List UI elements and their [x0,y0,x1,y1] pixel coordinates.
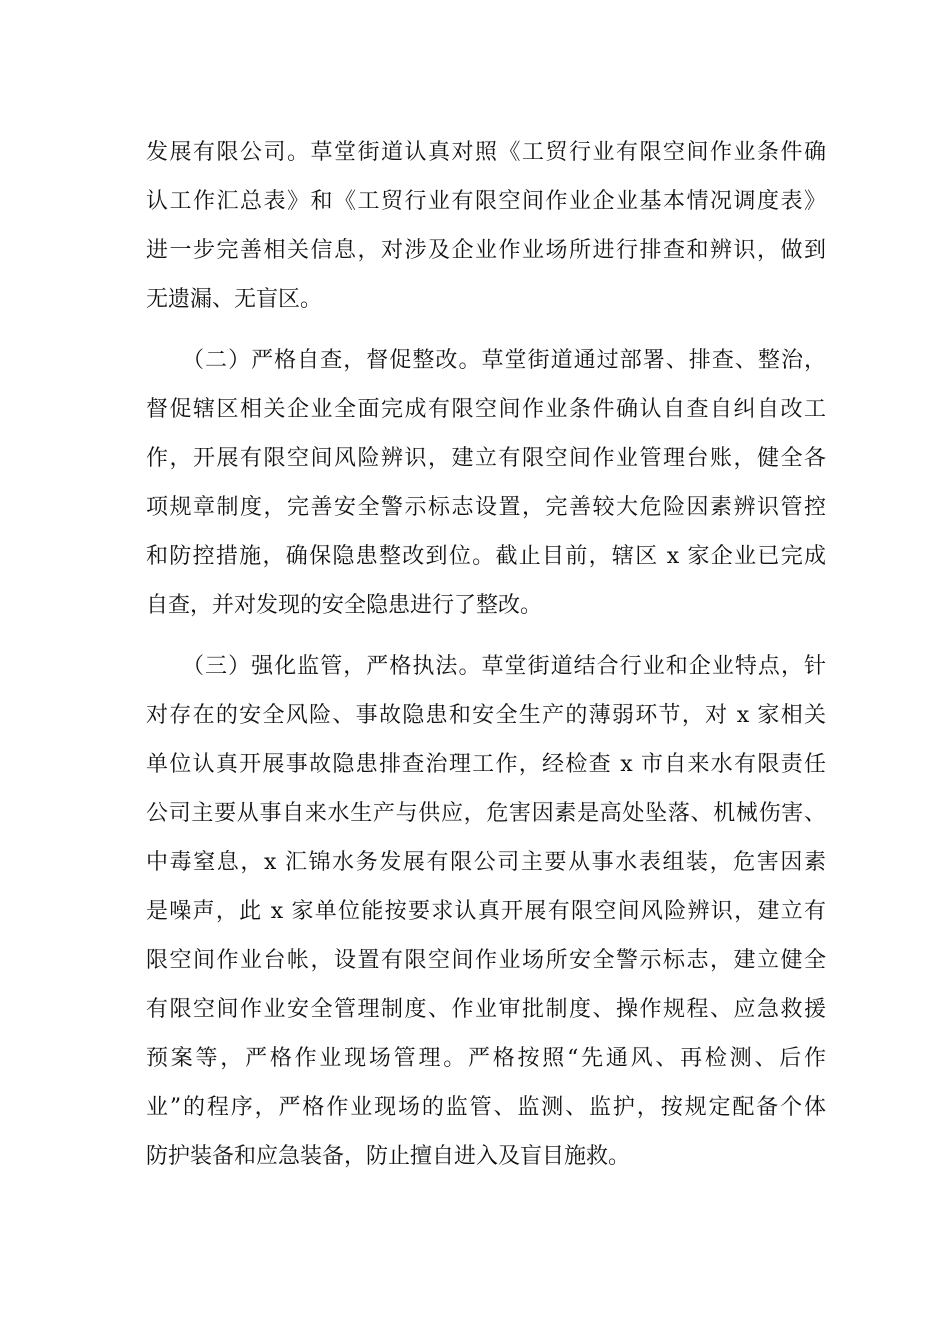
text-line: 自查，并对发现的安全隐患进行了整改。 [146,593,543,618]
text-line: （二）严格自查，督促整改。草堂街道通过部署、排查、整治， [182,348,826,373]
text-line: 发展有限公司。草堂街道认真对照《工贸行业有限空间作业条件确 [146,140,826,165]
text-line: 对存在的安全风险、事故隐患和安全生产的薄弱环节，对 x 家相关 [146,703,826,728]
text-line: 和防控措施，确保隐患整改到位。截止目前，辖区 x 家企业已完成 [146,544,826,569]
text-line: 限空间作业台帐，设置有限空间作业场所安全警示标志，建立健全 [146,948,826,973]
text-line: 业”的程序，严格作业现场的监管、监测、监护，按规定配备个体 [146,1095,826,1120]
text-line: 认工作汇总表》和《工贸行业有限空间作业企业基本情况调度表》 [146,189,826,214]
text-line: 无遗漏、无盲区。 [146,287,323,312]
text-line: 公司主要从事自来水生产与供应，危害因素是高处坠落、机械伤害、 [146,801,826,826]
text-line: 作，开展有限空间风险辨识，建立有限空间作业管理台账，健全各 [146,446,826,471]
text-line: 防护装备和应急装备，防止擅自进入及盲目施救。 [146,1144,631,1169]
text-line: 是噪声，此 x 家单位能按要求认真开展有限空间风险辨识，建立有 [146,899,826,924]
text-line: 督促辖区相关企业全面完成有限空间作业条件确认自查自纠自改工 [146,397,826,422]
text-line: 单位认真开展事故隐患排查治理工作，经检查 x 市自来水有限责任 [146,752,826,777]
text-line: 进一步完善相关信息，对涉及企业作业场所进行排查和辨识，做到 [146,238,826,263]
text-line: 中毒窒息，x 汇锦水务发展有限公司主要从事水表组装，危害因素 [146,850,826,875]
text-line: 有限空间作业安全管理制度、作业审批制度、操作规程、应急救援 [146,997,826,1022]
text-line: 项规章制度，完善安全警示标志设置，完善较大危险因素辨识管控 [146,495,826,520]
text-line: 预案等，严格作业现场管理。严格按照“先通风、再检测、后作 [146,1046,826,1071]
text-line: （三）强化监管，严格执法。草堂街道结合行业和企业特点，针 [182,654,826,679]
